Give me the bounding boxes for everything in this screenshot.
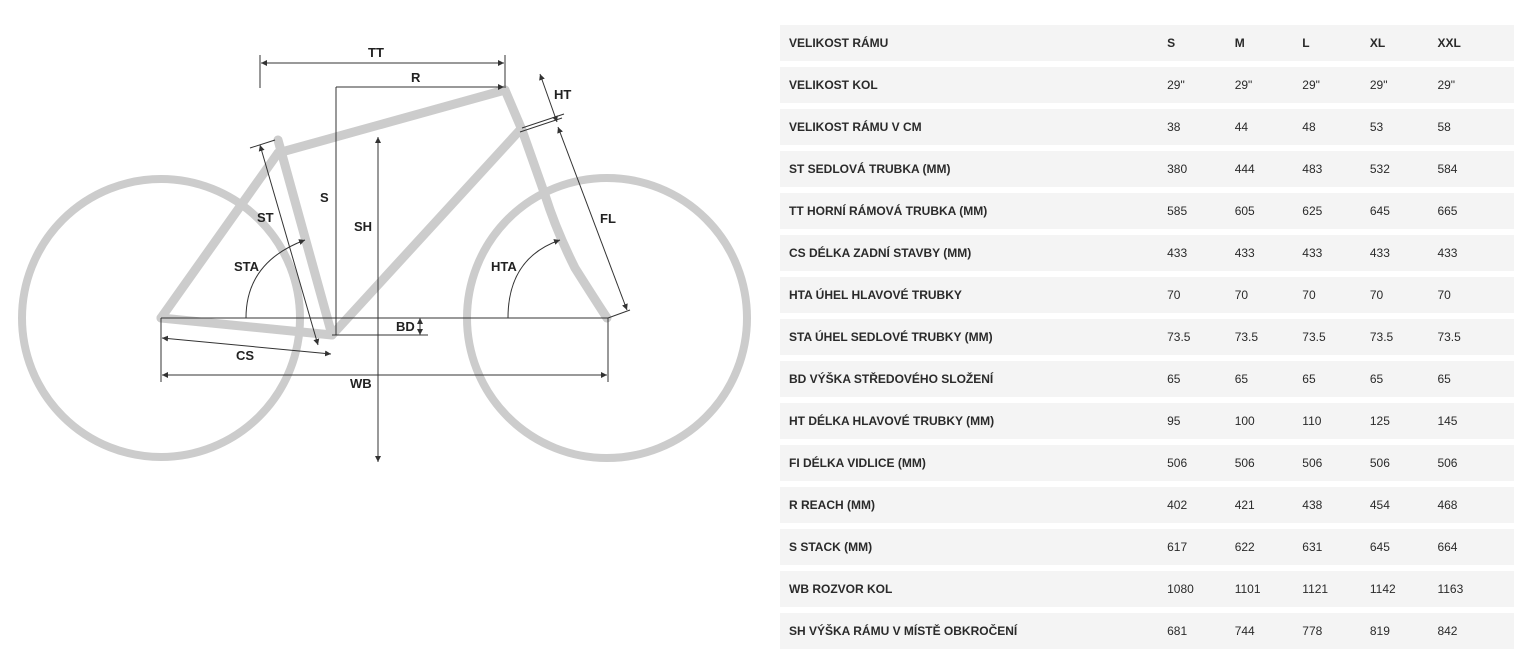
wb-label: WB (350, 376, 372, 391)
ht-dimension (520, 74, 571, 132)
hta-label: HTA (491, 259, 517, 274)
row-value: 110 (1302, 403, 1370, 439)
table-row (780, 235, 1514, 271)
row-label: VELIKOST KOL (780, 67, 1167, 103)
row-value: 584 (1437, 151, 1514, 187)
row-label: CS DÉLKA ZADNÍ STAVBY (MM) (780, 235, 1167, 271)
fl-label: FL (600, 211, 616, 226)
bd-label: BD (396, 319, 415, 334)
row-value: 44 (1235, 109, 1303, 145)
row-label: BD VÝŠKA STŘEDOVÉHO SLOŽENÍ (780, 361, 1167, 397)
chain-stay (161, 318, 332, 335)
table-row (780, 361, 1514, 397)
row-value: 48 (1302, 109, 1370, 145)
row-value: 433 (1235, 235, 1303, 271)
top-tube (278, 90, 505, 153)
row-label: R REACH (MM) (780, 487, 1167, 523)
row-value: 1080 (1167, 571, 1235, 607)
row-value: 681 (1167, 613, 1235, 649)
s-label: S (320, 190, 329, 205)
table-row (780, 445, 1514, 481)
row-value: 421 (1235, 487, 1303, 523)
row-value: 631 (1302, 529, 1370, 565)
row-value: 433 (1302, 235, 1370, 271)
row-value: 70 (1167, 277, 1235, 313)
row-value: 1142 (1370, 571, 1438, 607)
row-value: 506 (1302, 445, 1370, 481)
row-value: 65 (1437, 361, 1514, 397)
row-value: 95 (1167, 403, 1235, 439)
row-value: 433 (1370, 235, 1438, 271)
row-value: 532 (1370, 151, 1438, 187)
row-value: 38 (1167, 109, 1235, 145)
ht-label: HT (554, 87, 572, 102)
header-size-l: L (1302, 25, 1370, 61)
table-row (780, 403, 1514, 439)
row-value: 444 (1235, 151, 1303, 187)
row-value: 438 (1302, 487, 1370, 523)
row-value: 468 (1437, 487, 1514, 523)
row-value: 645 (1370, 529, 1438, 565)
row-label: VELIKOST RÁMU V CM (780, 109, 1167, 145)
table-row (780, 613, 1514, 649)
row-value: 622 (1235, 529, 1303, 565)
row-value: 605 (1235, 193, 1303, 229)
head-tube (505, 90, 522, 130)
row-value: 65 (1370, 361, 1438, 397)
row-label: ST SEDLOVÁ TRUBKA (MM) (780, 151, 1167, 187)
row-value: 617 (1167, 529, 1235, 565)
tt-dimension (260, 45, 505, 88)
row-value: 585 (1167, 193, 1235, 229)
seat-tube (278, 140, 332, 335)
row-label: SH VÝŠKA RÁMU V MÍSTĚ OBKROČENÍ (780, 613, 1167, 649)
row-value: 506 (1370, 445, 1438, 481)
table-row (780, 193, 1514, 229)
row-value: 73.5 (1235, 319, 1303, 355)
header-size-m: M (1235, 25, 1303, 61)
row-value: 433 (1437, 235, 1514, 271)
row-value: 73.5 (1370, 319, 1438, 355)
row-value: 29" (1167, 67, 1235, 103)
table-row (780, 151, 1514, 187)
row-value: 380 (1167, 151, 1235, 187)
row-label: TT HORNÍ RÁMOVÁ TRUBKA (MM) (780, 193, 1167, 229)
header-label: VELIKOST RÁMU (780, 25, 1167, 61)
row-value: 65 (1302, 361, 1370, 397)
fl-dimension (558, 127, 630, 318)
row-label: HTA ÚHEL HLAVOVÉ TRUBKY (780, 277, 1167, 313)
table-row (780, 487, 1514, 523)
row-value: 145 (1437, 403, 1514, 439)
row-value: 100 (1235, 403, 1303, 439)
st-label: ST (257, 210, 274, 225)
table-row (780, 277, 1514, 313)
row-value: 454 (1370, 487, 1438, 523)
hta-angle (491, 240, 560, 318)
sh-label: SH (354, 219, 373, 234)
tt-label: TT (368, 45, 384, 60)
row-value: 1121 (1302, 571, 1370, 607)
table-row (780, 529, 1514, 565)
row-value: 73.5 (1167, 319, 1235, 355)
row-value: 819 (1370, 613, 1438, 649)
row-value: 73.5 (1437, 319, 1514, 355)
header-size-s: S (1167, 25, 1235, 61)
row-value: 70 (1370, 277, 1438, 313)
row-value: 65 (1167, 361, 1235, 397)
row-value: 73.5 (1302, 319, 1370, 355)
r-label: R (411, 70, 421, 85)
row-value: 665 (1437, 193, 1514, 229)
cs-label: CS (236, 348, 255, 363)
table-row (780, 109, 1514, 145)
row-value: 506 (1167, 445, 1235, 481)
table-row (780, 319, 1514, 355)
row-value: 65 (1235, 361, 1303, 397)
row-value: 29" (1302, 67, 1370, 103)
row-value: 1101 (1235, 571, 1303, 607)
row-label: S STACK (MM) (780, 529, 1167, 565)
row-value: 125 (1370, 403, 1438, 439)
row-value: 506 (1235, 445, 1303, 481)
geometry-table (780, 19, 1514, 655)
row-label: WB ROZVOR KOL (780, 571, 1167, 607)
row-value: 70 (1437, 277, 1514, 313)
row-value: 53 (1370, 109, 1438, 145)
header-size-xxl: XXL (1437, 25, 1514, 61)
row-value: 70 (1302, 277, 1370, 313)
row-value: 29" (1370, 67, 1438, 103)
row-value: 664 (1437, 529, 1514, 565)
header-size-xl: XL (1370, 25, 1438, 61)
row-value: 402 (1167, 487, 1235, 523)
row-value: 645 (1370, 193, 1438, 229)
row-value: 58 (1437, 109, 1514, 145)
row-value: 70 (1235, 277, 1303, 313)
row-value: 1163 (1437, 571, 1514, 607)
row-value: 744 (1235, 613, 1303, 649)
row-label: FI DÉLKA VIDLICE (MM) (780, 445, 1167, 481)
row-label: HT DÉLKA HLAVOVÉ TRUBKY (MM) (780, 403, 1167, 439)
row-value: 483 (1302, 151, 1370, 187)
row-value: 433 (1167, 235, 1235, 271)
sta-label: STA (234, 259, 260, 274)
row-value: 29" (1437, 67, 1514, 103)
row-value: 842 (1437, 613, 1514, 649)
row-value: 506 (1437, 445, 1514, 481)
table-header-row (780, 25, 1514, 61)
bike-frame (161, 90, 607, 335)
table-row (780, 67, 1514, 103)
row-label: STA ÚHEL SEDLOVÉ TRUBKY (MM) (780, 319, 1167, 355)
table-row (780, 571, 1514, 607)
row-value: 778 (1302, 613, 1370, 649)
row-value: 625 (1302, 193, 1370, 229)
row-value: 29" (1235, 67, 1303, 103)
